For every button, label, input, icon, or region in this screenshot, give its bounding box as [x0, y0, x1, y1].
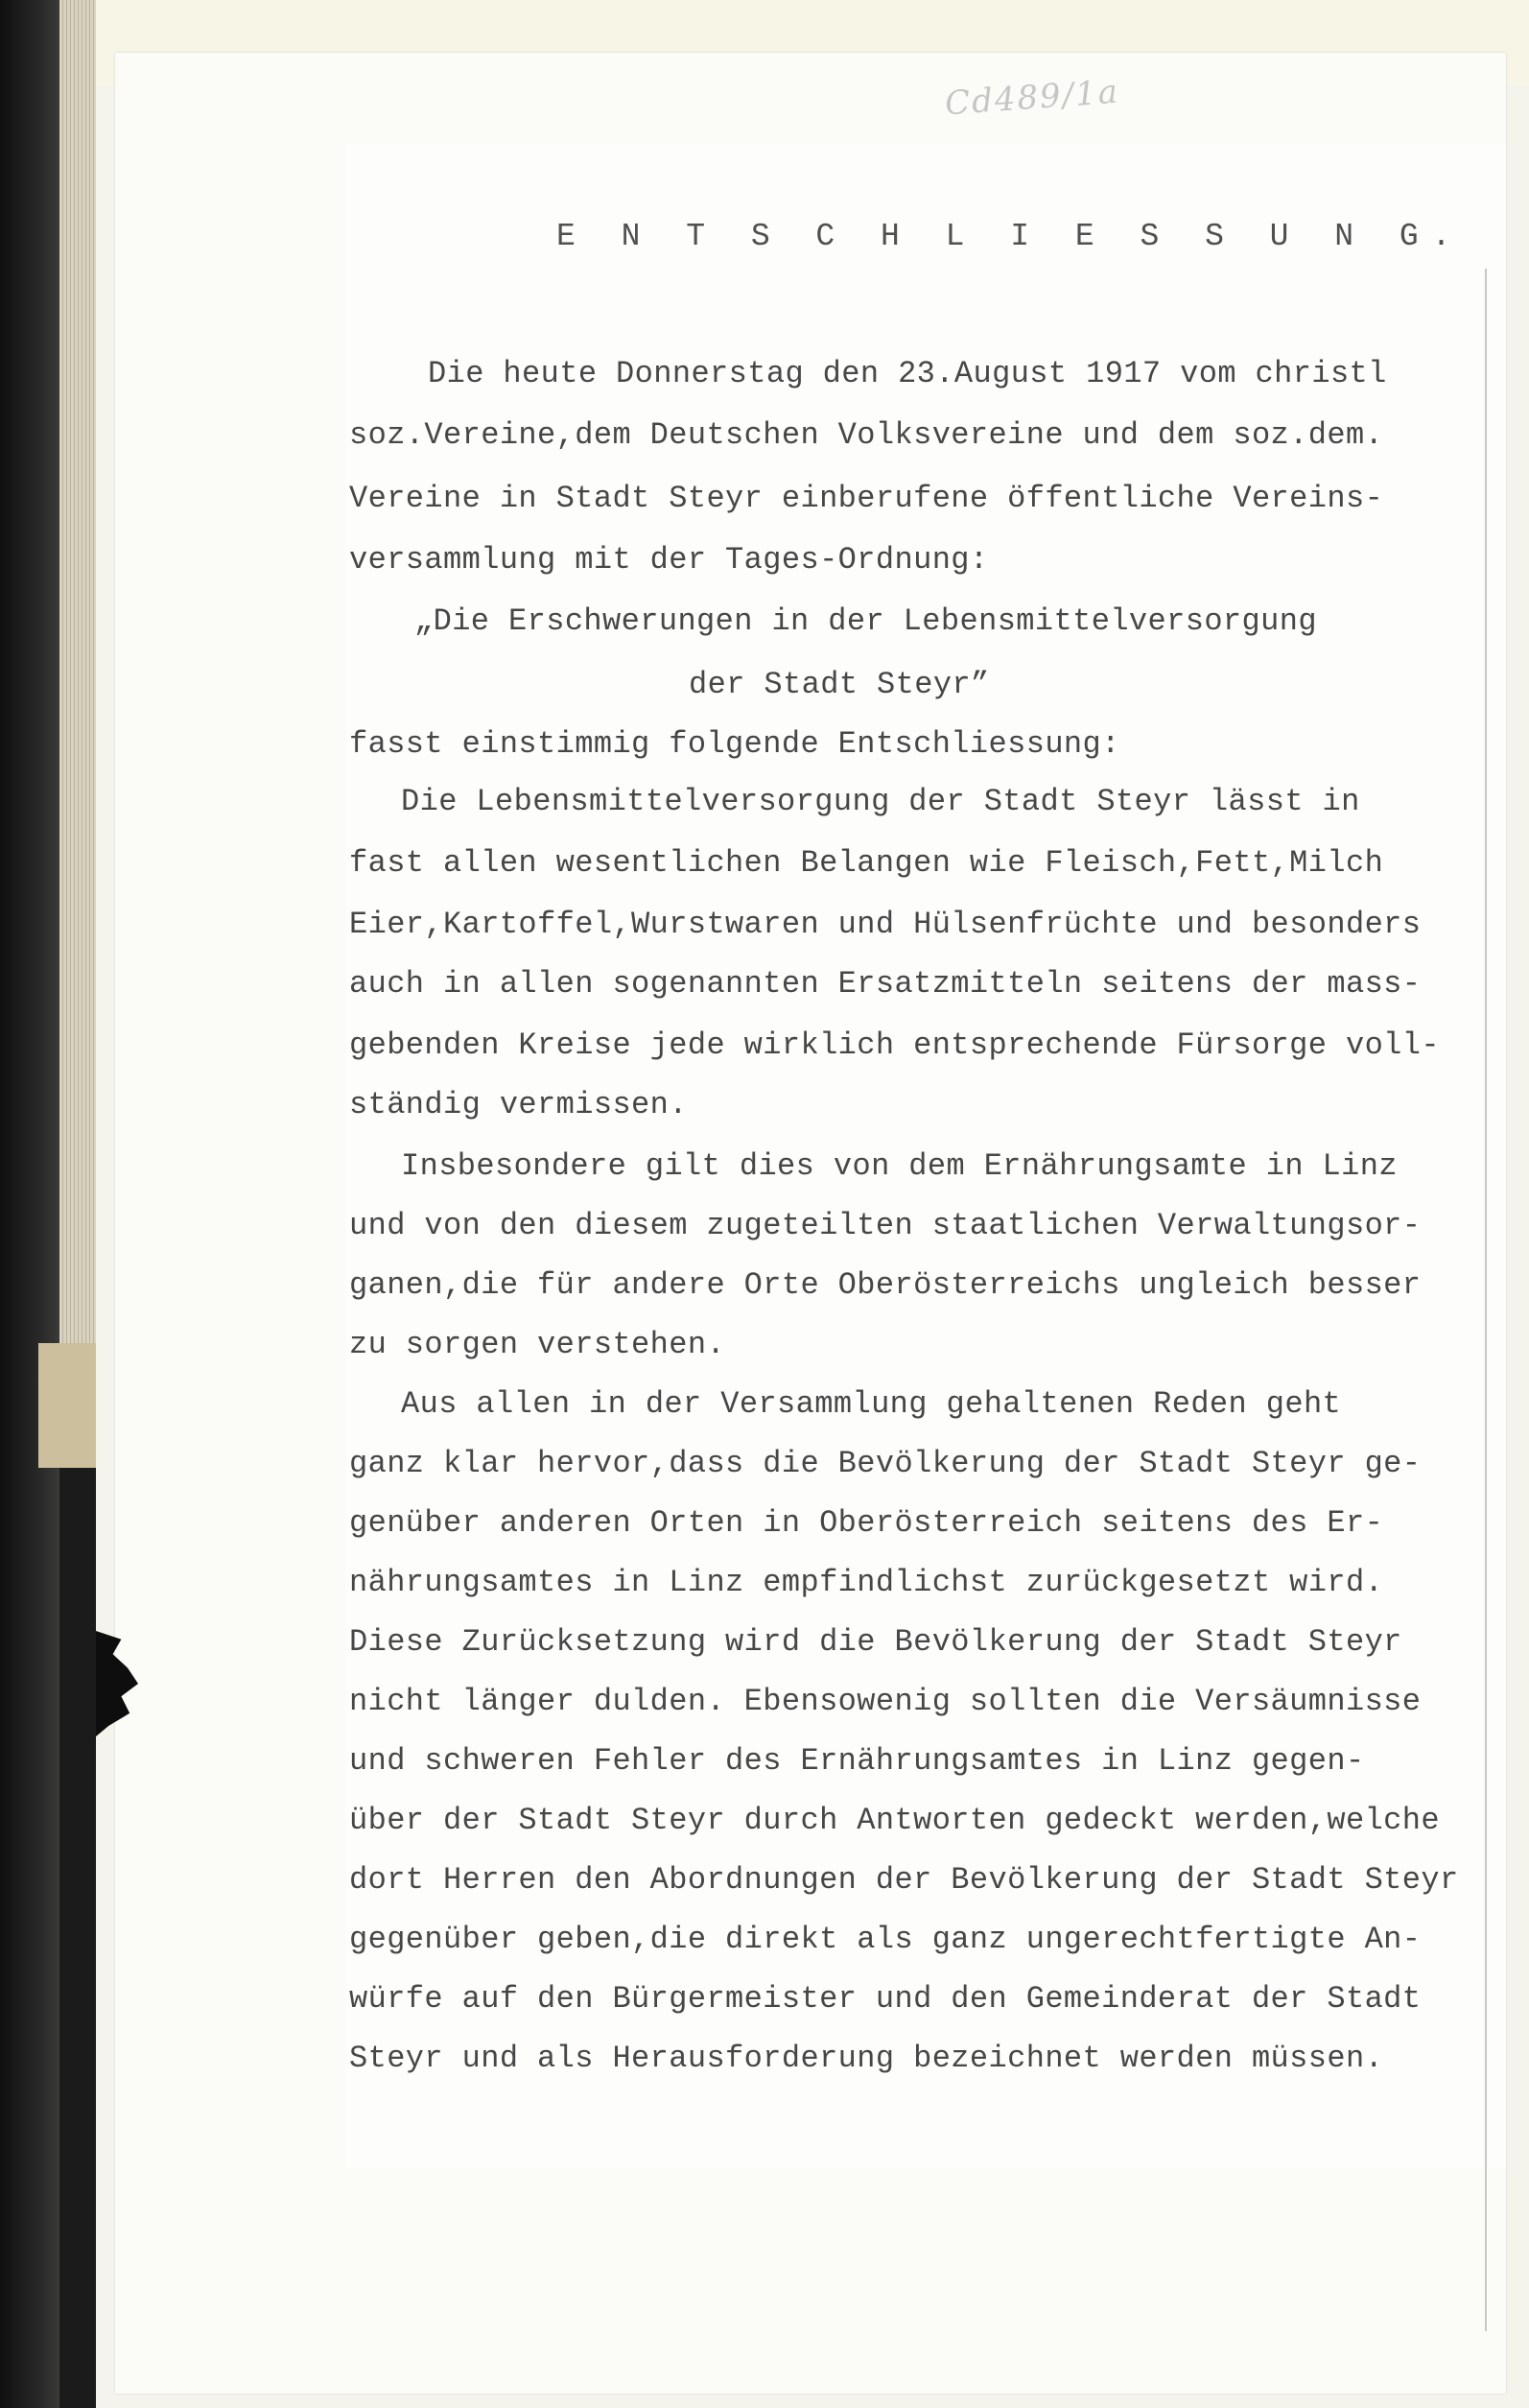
- text-line: Insbesondere gilt dies von dem Ernährungsamte in Linz: [401, 1148, 1398, 1184]
- sheet-edge-line: [1485, 269, 1487, 2331]
- text-line: über der Stadt Steyr durch Antworten gedeckt werden,welche: [349, 1803, 1440, 1838]
- archive-mark: Cd489/1a: [943, 72, 1121, 124]
- text-line: Steyr und als Herausforderung bezeichnet werden müssen.: [349, 2041, 1384, 2076]
- text-line: soz.Vereine,dem Deutschen Volksvereine und dem soz.dem.: [349, 417, 1384, 453]
- text-line: Diese Zurücksetzung wird die Bevölkerung der Stadt Steyr: [349, 1624, 1402, 1660]
- text-line: nährungsamtes in Linz empfindlichst zurückgesetzt wird.: [349, 1565, 1384, 1600]
- text-line: fasst einstimmig folgende Entschliessung:: [349, 726, 1120, 762]
- text-line: Vereine in Stadt Steyr einberufene öffentliche Vereins-: [349, 481, 1384, 516]
- text-line: ganen,die für andere Orte Oberösterreichs ungleich besser: [349, 1267, 1422, 1303]
- document-title: E N T S C H L I E S S U N G.: [556, 219, 1465, 254]
- text-line: versammlung mit der Tages-Ordnung:: [349, 542, 989, 578]
- book-binding: [0, 0, 59, 2408]
- text-line: ganz klar hervor,dass die Bevölkerung der Stadt Steyr ge-: [349, 1446, 1422, 1481]
- text-line: Die Lebensmittelversorgung der Stadt Steyr lässt in: [401, 784, 1360, 819]
- text-line: der Stadt Steyr”: [689, 667, 990, 702]
- text-line: „Die Erschwerungen in der Lebensmittelversorgung: [414, 603, 1317, 639]
- text-line: Eier,Kartoffel,Wurstwaren und Hülsenfrüchte und besonders: [349, 907, 1422, 942]
- text-line: dort Herren den Abordnungen der Bevölkerung der Stadt Steyr: [349, 1862, 1459, 1898]
- text-line: würfe auf den Bürgermeister und den Gemeinderat der Stadt: [349, 1981, 1422, 2017]
- text-line: gebenden Kreise jede wirklich entsprechende Fürsorge voll-: [349, 1027, 1440, 1063]
- text-line: fast allen wesentlichen Belangen wie Fleisch,Fett,Milch: [349, 845, 1384, 881]
- text-line: auch in allen sogenannten Ersatzmitteln seitens der mass-: [349, 966, 1422, 1002]
- text-line: Aus allen in der Versammlung gehaltenen Reden geht: [401, 1386, 1342, 1422]
- text-line: gegenüber geben,die direkt als ganz ungerechtfertigte An-: [349, 1922, 1422, 1957]
- text-line: und schweren Fehler des Ernährungsamtes in Linz gegen-: [349, 1743, 1365, 1779]
- text-line: ständig vermissen.: [349, 1087, 688, 1122]
- underlying-pages: [59, 0, 98, 1410]
- text-line: genüber anderen Orten in Oberösterreich seitens des Er-: [349, 1505, 1384, 1541]
- text-line: Die heute Donnerstag den 23.August 1917 vom christl: [428, 356, 1387, 391]
- text-line: nicht länger dulden. Ebensowenig sollten die Versäumnisse: [349, 1684, 1422, 1719]
- text-line: und von den diesem zugeteilten staatlichen Verwaltungsor-: [349, 1208, 1422, 1243]
- text-line: zu sorgen verstehen.: [349, 1327, 726, 1362]
